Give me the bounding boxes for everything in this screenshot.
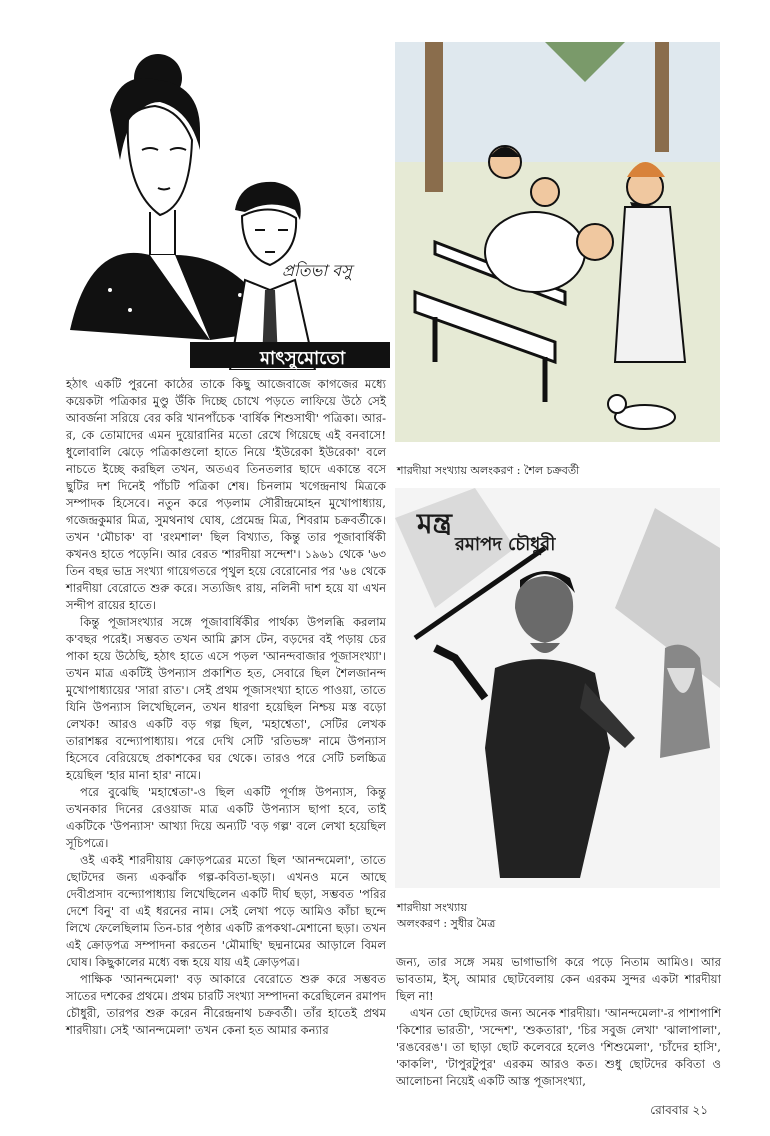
paragraph: ওই একই শারদীয়ায় ক্রোড়পত্রের মতো ছিল 'আনন্দমেলা', তাতে ছোটদের জন্য একঝাঁক গল্প-কবিতা-ছড়া। এখনও মনে আছে দেবীপ্রসাদ বন্দ্যোপাধ্যায় লিখেছিলেন একটি দীর্ঘ ছড়া, সম্ভবত 'পরির দেশে বিনু' বা এই ধরনের নাম। সেই লেখা পড়ে আমিও কাঁচা ছন্দে লিখে ফেলেছিলাম তিন-চার পৃষ্ঠার একটি রূপকথা-মেশানো ছড়া। তখন এই ক্রোড়পত্র সম্পাদনা করতেন 'মৌমাছি' ছদ্মনামের আড়ালে বিমল ঘোষ। কিছুকালের মধ্যে বন্ধ হয়ে যায় এই ক্রোড়পত্র।: [66, 853, 386, 969]
mantra-caption-line1: শারদীয়া সংখ্যায়: [397, 901, 467, 914]
page-footer: রোববার ২১: [650, 1103, 708, 1117]
story-title: মন্ত্র: [417, 507, 452, 540]
paragraph: পরে বুঝেছি 'মহাশ্বেতা'-ও ছিল একটি পূর্ণাঙ্গ উপন্যাস, কিন্তু তখনকার দিনের রেওয়াজ মাত্র একটি উপন্যাস ছাপা হবে, তাই একটিকে 'উপন্যাস' আখ্যা দিয়ে অন্যটি 'বড় গল্প' বলে লেখা হয়েছিল সূচিপত্রে।: [66, 785, 386, 850]
article-right-column: [396, 954, 721, 1090]
paragraph: কিন্তু পূজাসংখ্যার সঙ্গে পূজাবার্ষিকীর পার্থক্য উপলব্ধি করলাম ক'বছর পরেই। সম্ভবত তখন আমি ক্লাস টেন, বড়দের বই পড়ায় চের পাকা হয়ে উঠেছি, হঠাৎ হাতে এসে পড়ল 'আনন্দবাজার পূজাসংখ্যা'। তখন মাত্র একটিই উপন্যাস প্রকাশিত হত, সেবারে ছিল শৈলজানন্দ মুখোপাধ্যায়ের 'সারা রাত'। সেই প্রথম পূজাসংখ্যা হাতে পাওয়া, তাতে যিনি উপন্যাস লিখেছিলেন, তখন ধারণা হয়েছিল নিশ্চয় মস্ত বড়ো লেখক! আরও একটি বড় গল্প ছিল, 'মহাশ্বেতা', সেটির লেখক তারাশঙ্কর বন্দ্যোপাধ্যায়। পরে দেখি সেটি 'রতিভঙ্গ' নামে উপন্যাস হিসেবে বেরিয়েছে প্রকাশকের ঘর থেকে। তারও পরে সেটি চলচ্চিত্র হয়েছিল 'হার মানা হার' নামে।: [66, 615, 386, 782]
author-signature: প্রতিভা বসু: [282, 261, 352, 280]
illustration-matsumoto: [50, 40, 390, 370]
title-banner: মাৎসুমোতো: [260, 348, 346, 369]
paragraph: এখন তো ছোটদের জন্য অনেক শারদীয়া। 'আনন্দমেলা'-র পাশাপাশি 'কিশোর ভারতী', 'সন্দেশ', 'শুকতারা', 'চির সবুজ লেখা' 'ঝালাপালা', 'রঙবেরঙ'। তা ছাড়া ছোট কলেবরে হলেও 'শিশুমেলা', 'চাঁদের হাসি', 'কাকলি', 'টাপুরটুপুর' এরকম আরও কত। শুধু ছোটদের কবিতা ও আলোচনা নিয়েই একটি আস্ত পূজাসংখ্যা,: [396, 1006, 721, 1088]
paragraph: হঠাৎ একটি পুরনো কাঠের তাকে কিছু আজেবাজে কাগজের মধ্যে কয়েকটা পত্রিকার মুণ্ডু উঁকি দিচ্ছে চোখে পড়তে লাফিয়ে উঠে সেই আবর্জনা সরিয়ে বের করি খানপাঁচেক 'বার্ষিক শিশুসাথী' পত্রিকা। আর-র, কে তোমাদের এমন দুয়োরানির মতো রেখে গিয়েছে এই বনবাসে! ধুলোবালি ঝেড়ে পত্রিকাগুলো হাতে নিয়ে 'ইউরেকা ইউরেকা' বলে নাচতে ইচ্ছে করছিল তখন, অতএব তিনতলার ছাদে একান্তে বসে ছুটির দশ দিনেই পাঁচটি পত্রিকা শেষ। চিনলাম খগেন্দ্রনাথ মিত্রকে সম্পাদক হিসেবে। নতুন করে পড়লাম সৌরীন্দ্রমোহন মুখোপাধ্যায়, গজেন্দ্রকুমার মিত্র, সুমথনাথ ঘোষ, প্রেমেন্দ্র মিত্র, শিবরাম চক্রবর্তীকে। তখন 'মৌচাক' বা 'রংমশাল' ছিল বিখ্যাত, কিন্তু তার পূজাবার্ষিকী কখনও হাতে পড়েনি। আর বেরত 'শারদীয়া সন্দেশ'। ১৯৬১ থেকে '৬৩ তিন বছর ভাদ্র সংখ্যা গায়েগতরে পৃথুল হয়ে বেরোনোর পর '৬৪ থেকে শারদীয়া বেরোতে শুরু করে। সত্যজিৎ রায়, নলিনী দাশ হয়ে যা এখন সন্দীপ রায়ের হাতে।: [66, 377, 386, 612]
article-left-column: [66, 376, 386, 1039]
park-scene-caption: শারদীয়া সংখ্যায় অলংকরণ : শৈল চক্রবর্তী: [397, 464, 580, 477]
mantra-caption-line2: অলংকরণ : সুধীর মৈত্র: [397, 917, 496, 930]
illustration-mantra: [395, 488, 720, 888]
story-author: রমাপদ চৌধুরী: [455, 534, 556, 555]
park-scene-drawing: [395, 42, 720, 442]
illustration-park-scene: [395, 42, 720, 442]
matsumoto-drawing: [50, 40, 390, 370]
paragraph: জন্য, তার সঙ্গে সময় ভাগাভাগি করে পড়ে নিতাম আমিও। আর ভাবতাম, ইস্‌, আমার ছোটবেলায় কেন এরকম সুন্দর একটা শারদীয়া ছিল না!: [396, 955, 721, 1003]
paragraph: পাক্ষিক 'আনন্দমেলা' বড় আকারে বেরোতে শুরু করে সম্ভবত সাতের দশকের প্রথমে। প্রথম চারটি সংখ্যা সম্পাদনা করেছিলেন রমাপদ চৌধুরী, তারপর শুরু করেন নীরেন্দ্রনাথ চক্রবর্তী। তাঁর হাতেই প্রথম শারদীয়া। সেই 'আনন্দমেলা' তখন কেনা হত আমার কন্যার: [66, 972, 386, 1037]
mantra-caption: [397, 900, 495, 932]
